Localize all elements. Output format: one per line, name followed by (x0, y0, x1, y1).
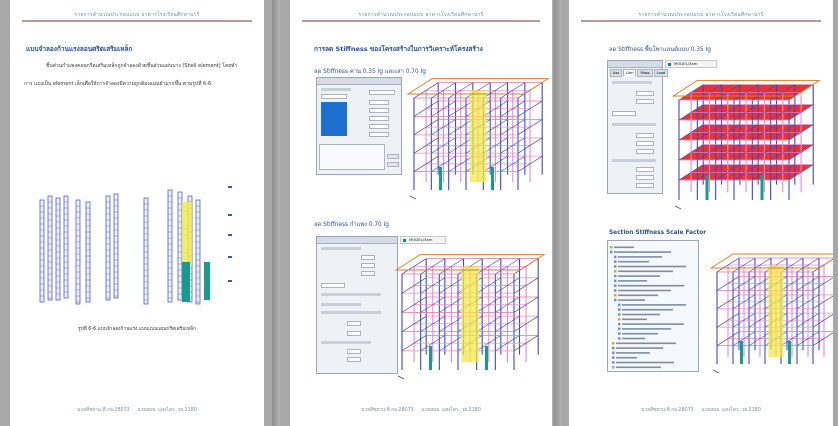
teal-wall (485, 346, 488, 370)
tab-load[interactable]: Load (654, 69, 669, 77)
footer-left: นายสีชยาน ที่ กจ.28073 (77, 408, 130, 413)
axis-icon (713, 370, 719, 373)
teal-wall (788, 341, 791, 364)
footer-right: นายสมย. แสงไสว. วย.2180 (701, 408, 761, 413)
frame-models-page-3 (569, 0, 833, 426)
running-header: รายการคำนวณประกอบแบบ อาคารโรงเรียนศึกษานารี (74, 12, 200, 18)
document-page-3 (569, 0, 833, 426)
story-marker (228, 186, 232, 188)
document-page-2 (290, 0, 552, 426)
frame-model-slab (673, 81, 819, 209)
wall-strip (56, 198, 60, 300)
footer-left: นายสีชยาน ที่ กจ.28073 (641, 408, 694, 413)
wall-strip (168, 190, 172, 302)
shell-walls (40, 186, 232, 304)
section-heading: แบบจำลองก้านแรงลอนศริตเสริมเหล็ก (26, 45, 133, 53)
story-marker (228, 234, 232, 236)
page-gap-right (554, 0, 562, 426)
frame-model-beam-column (408, 79, 548, 199)
page-gap-left (272, 0, 280, 426)
tab-mass[interactable]: Mass (637, 69, 652, 77)
story-marker (228, 256, 232, 258)
tab-ass[interactable]: Ass (610, 69, 622, 77)
running-header: รายการคำนวณประกอบแบบ อาคารโรงเรียนศึกษานารี (358, 12, 484, 18)
shear-wall (470, 90, 487, 182)
figure-caption: รูปที่ 6-6 แบบจำลองก้านแรง แบบแบบแผนกรีตเสริมเหล็ก (77, 327, 197, 332)
wall-strip (76, 200, 80, 304)
page-footer (290, 406, 552, 414)
tab-gen[interactable]: Gen (623, 69, 636, 77)
sub-heading-beam-column: ลด Stiffness คาน 0.35 Ig และเสา 0.70 Ig (314, 69, 426, 75)
viewer-tab[interactable]: MODEL/3am (400, 236, 446, 244)
shear-wall (461, 266, 479, 362)
viewer-tab[interactable]: MODEL/3am (665, 60, 717, 68)
frame-model-scale-factor (711, 254, 833, 373)
footer-right: นายสมย. แสงไสว. วย.2180 (421, 408, 481, 413)
wall-strip (40, 200, 44, 302)
teal-wall (429, 346, 432, 370)
page-footer (569, 406, 833, 414)
teal-wall (182, 262, 190, 302)
frame-models-page-2 (290, 0, 552, 426)
footer-right: นายสมย. แสงไสว. วย.2180 (137, 408, 197, 413)
teal-wall (740, 341, 743, 364)
story-marker (228, 214, 232, 216)
section-heading-scale-factor: Section Stiffness Scale Factor (609, 230, 707, 236)
wall-strip (86, 202, 90, 302)
shear-wall (768, 265, 783, 357)
wall-strip (144, 198, 148, 304)
document-page-1 (10, 0, 264, 426)
teal-wall (204, 262, 210, 300)
wall-model-figure (10, 0, 264, 426)
highlight-wall (182, 202, 192, 266)
frame-model-wall (396, 255, 544, 379)
footer-left: นายสีชยาน ที่ กจ.28073 (361, 408, 414, 413)
axis-icon (398, 376, 404, 379)
paragraph-line-1: ชิ้นส่วนกำแพงคอนกรีตเสริมเหล็กถูกจำลองด้วยชิ้นส่วนแผ่นบาง (Shell element) โดยทำ (46, 63, 238, 69)
wall-strip (64, 196, 68, 298)
wall-strip (106, 196, 110, 300)
wall-strip (196, 200, 200, 304)
page-footer (10, 406, 264, 414)
teal-wall (439, 167, 442, 190)
running-header: รายการคำนวณประกอบแบบ อาคารโรงเรียนศึกษานารี (638, 12, 764, 18)
wall-strip (48, 196, 52, 300)
teal-wall (706, 175, 709, 200)
story-marker (228, 280, 232, 282)
paragraph-line-2: การ แบ่งเป็น element เล็กเพื่อให้การจำลองมีความถูกต้องแม่นยำมากขึ้น ตามรูปที่ 6-6 (24, 81, 212, 87)
axis-icon (675, 206, 681, 209)
axis-icon (410, 196, 416, 199)
wall-strip (114, 194, 118, 298)
sub-heading-wall: ลด Stiffness กำแพง 0.70 Ig (314, 222, 389, 228)
section-heading: การลด Stiffness ของโครงสร้างในการวิเคราะห์โครงสร้าง (314, 45, 483, 53)
teal-wall (491, 167, 494, 190)
wall-strip (178, 192, 182, 300)
teal-wall (761, 175, 764, 200)
sub-heading-slab: ลด Stiffness พื้นโพาแลนต์แบบ 0.35 Ig (609, 47, 711, 53)
